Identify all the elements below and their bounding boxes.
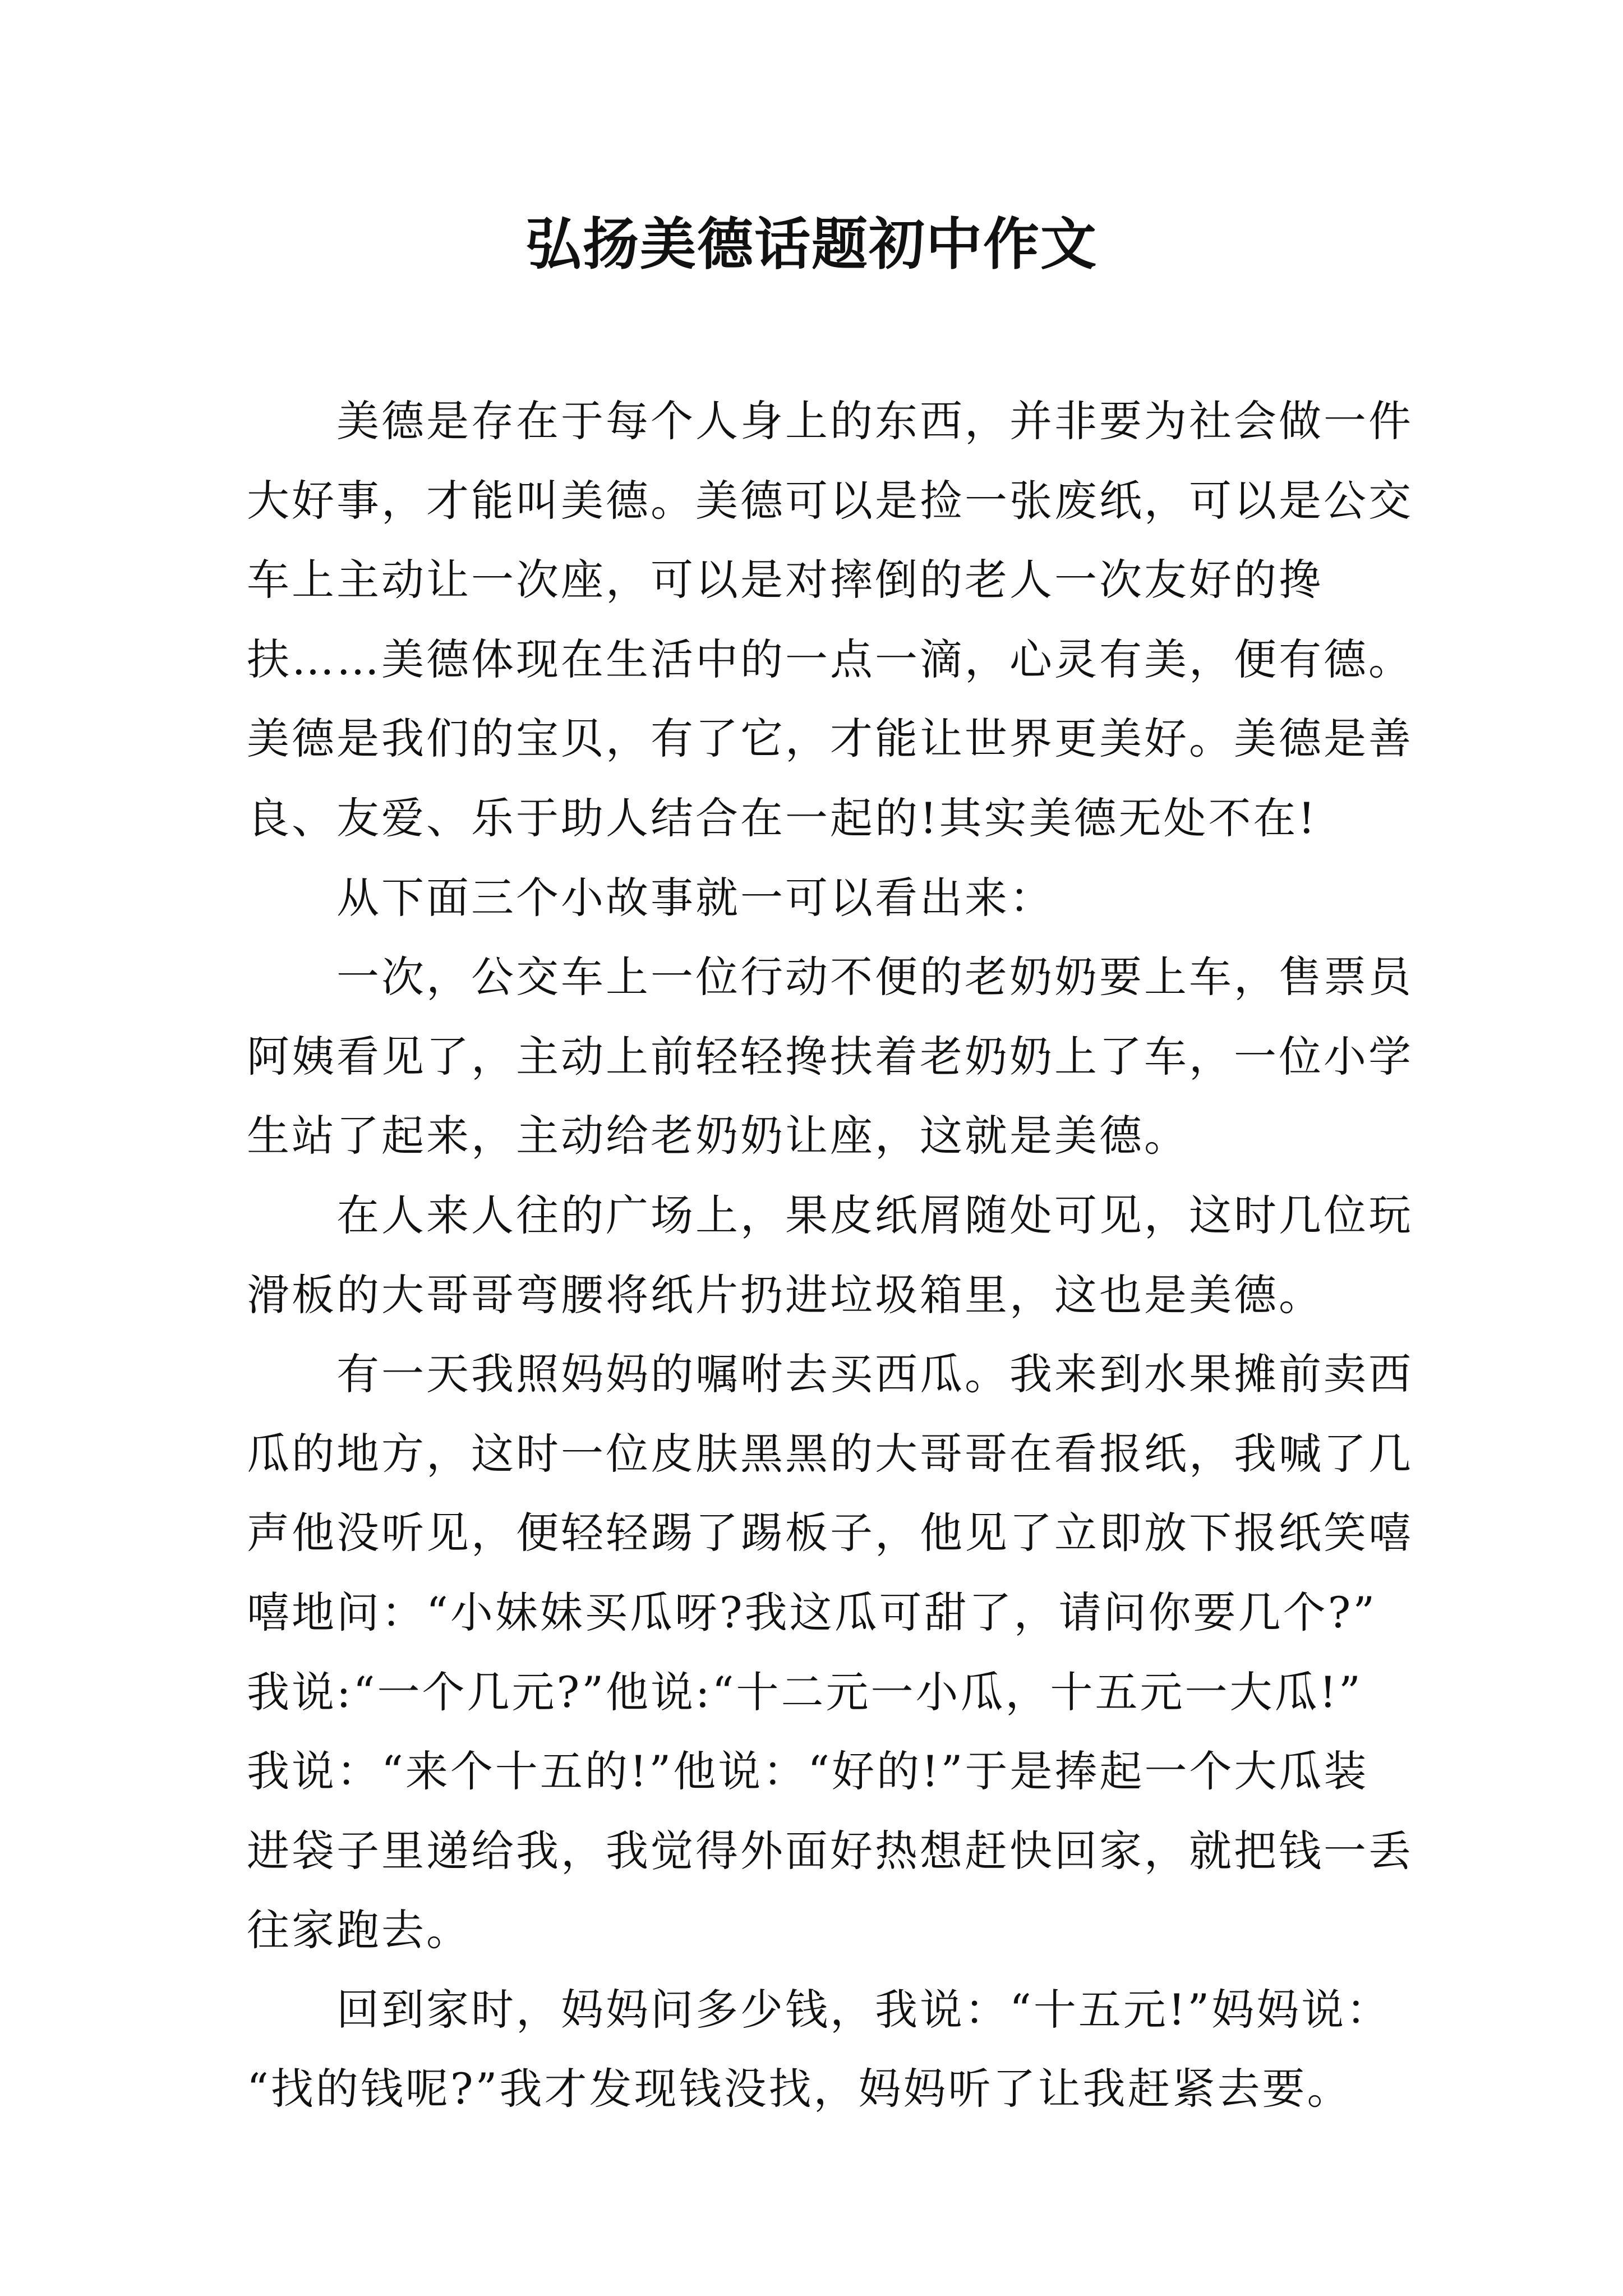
text-line: 从下面三个小故事就一可以看出来： [336,872,1054,923]
text-line: 嘻地问：“小妹妹买瓜呀?我这瓜可甜了，请问你要几个?” [247,1587,1377,1637]
text-line: 回到家时，妈妈问多少钱，我说：“十五元!”妈妈说： [336,1984,1391,2035]
text-line: 阿姨看见了，主动上前轻轻搀扶着老奶奶上了车，一位小学 [247,1031,1413,1082]
text-line: 声他没听见，便轻轻踢了踢板子，他见了立即放下报纸笑嘻 [247,1508,1413,1558]
text-line: 美德是存在于每个人身上的东西，并非要为社会做一件 [336,396,1413,446]
text-line: 我说:“一个几元?”他说:“十二元一小瓜，十五元一大瓜!” [247,1667,1363,1717]
text-line: 在人来人往的广场上，果皮纸屑随处可见，这时几位玩 [336,1190,1413,1240]
text-line: 生站了起来，主动给老奶奶让座，这就是美德。 [247,1111,1189,1161]
text-line: 一次，公交车上一位行动不便的老奶奶要上车，售票员 [336,952,1413,1002]
text-line: 滑板的大哥哥弯腰将纸片扔进垃圾箱里，这也是美德。 [247,1269,1324,1320]
text-line: 瓜的地方，这时一位皮肤黑黑的大哥哥在看报纸，我喊了几 [247,1428,1413,1479]
text-line: 有一天我照妈妈的嘱咐去买西瓜。我来到水果摊前卖西 [336,1349,1413,1400]
text-line: 车上主动让一次座，可以是对摔倒的老人一次友好的搀 [247,555,1324,605]
text-line: 美德是我们的宝贝，有了它，才能让世界更美好。美德是善 [247,714,1413,764]
document-body [247,381,1413,2129]
text-line: “找的钱呢?”我才发现钱没找，妈妈听了让我赶紧去要。 [247,2064,1352,2114]
text-line: 往家跑去。 [247,1905,471,1955]
text-line: 我说：“来个十五的!”他说：“好的!”于是捧起一个大瓜装 [247,1746,1369,1797]
text-line: 扶……美德体现在生活中的一点一滴，心灵有美，便有德。 [247,634,1413,684]
document-title: 弘扬美德话题初中作文 [525,211,1098,277]
text-line: 进袋子里递给我，我觉得外面好热想赶快回家，就把钱一丢 [247,1825,1413,1876]
text-line: 良、友爱、乐于助人结合在一起的!其实美德无处不在! [247,793,1318,843]
text-line: 大好事，才能叫美德。美德可以是捡一张废纸，可以是公交 [247,475,1413,526]
